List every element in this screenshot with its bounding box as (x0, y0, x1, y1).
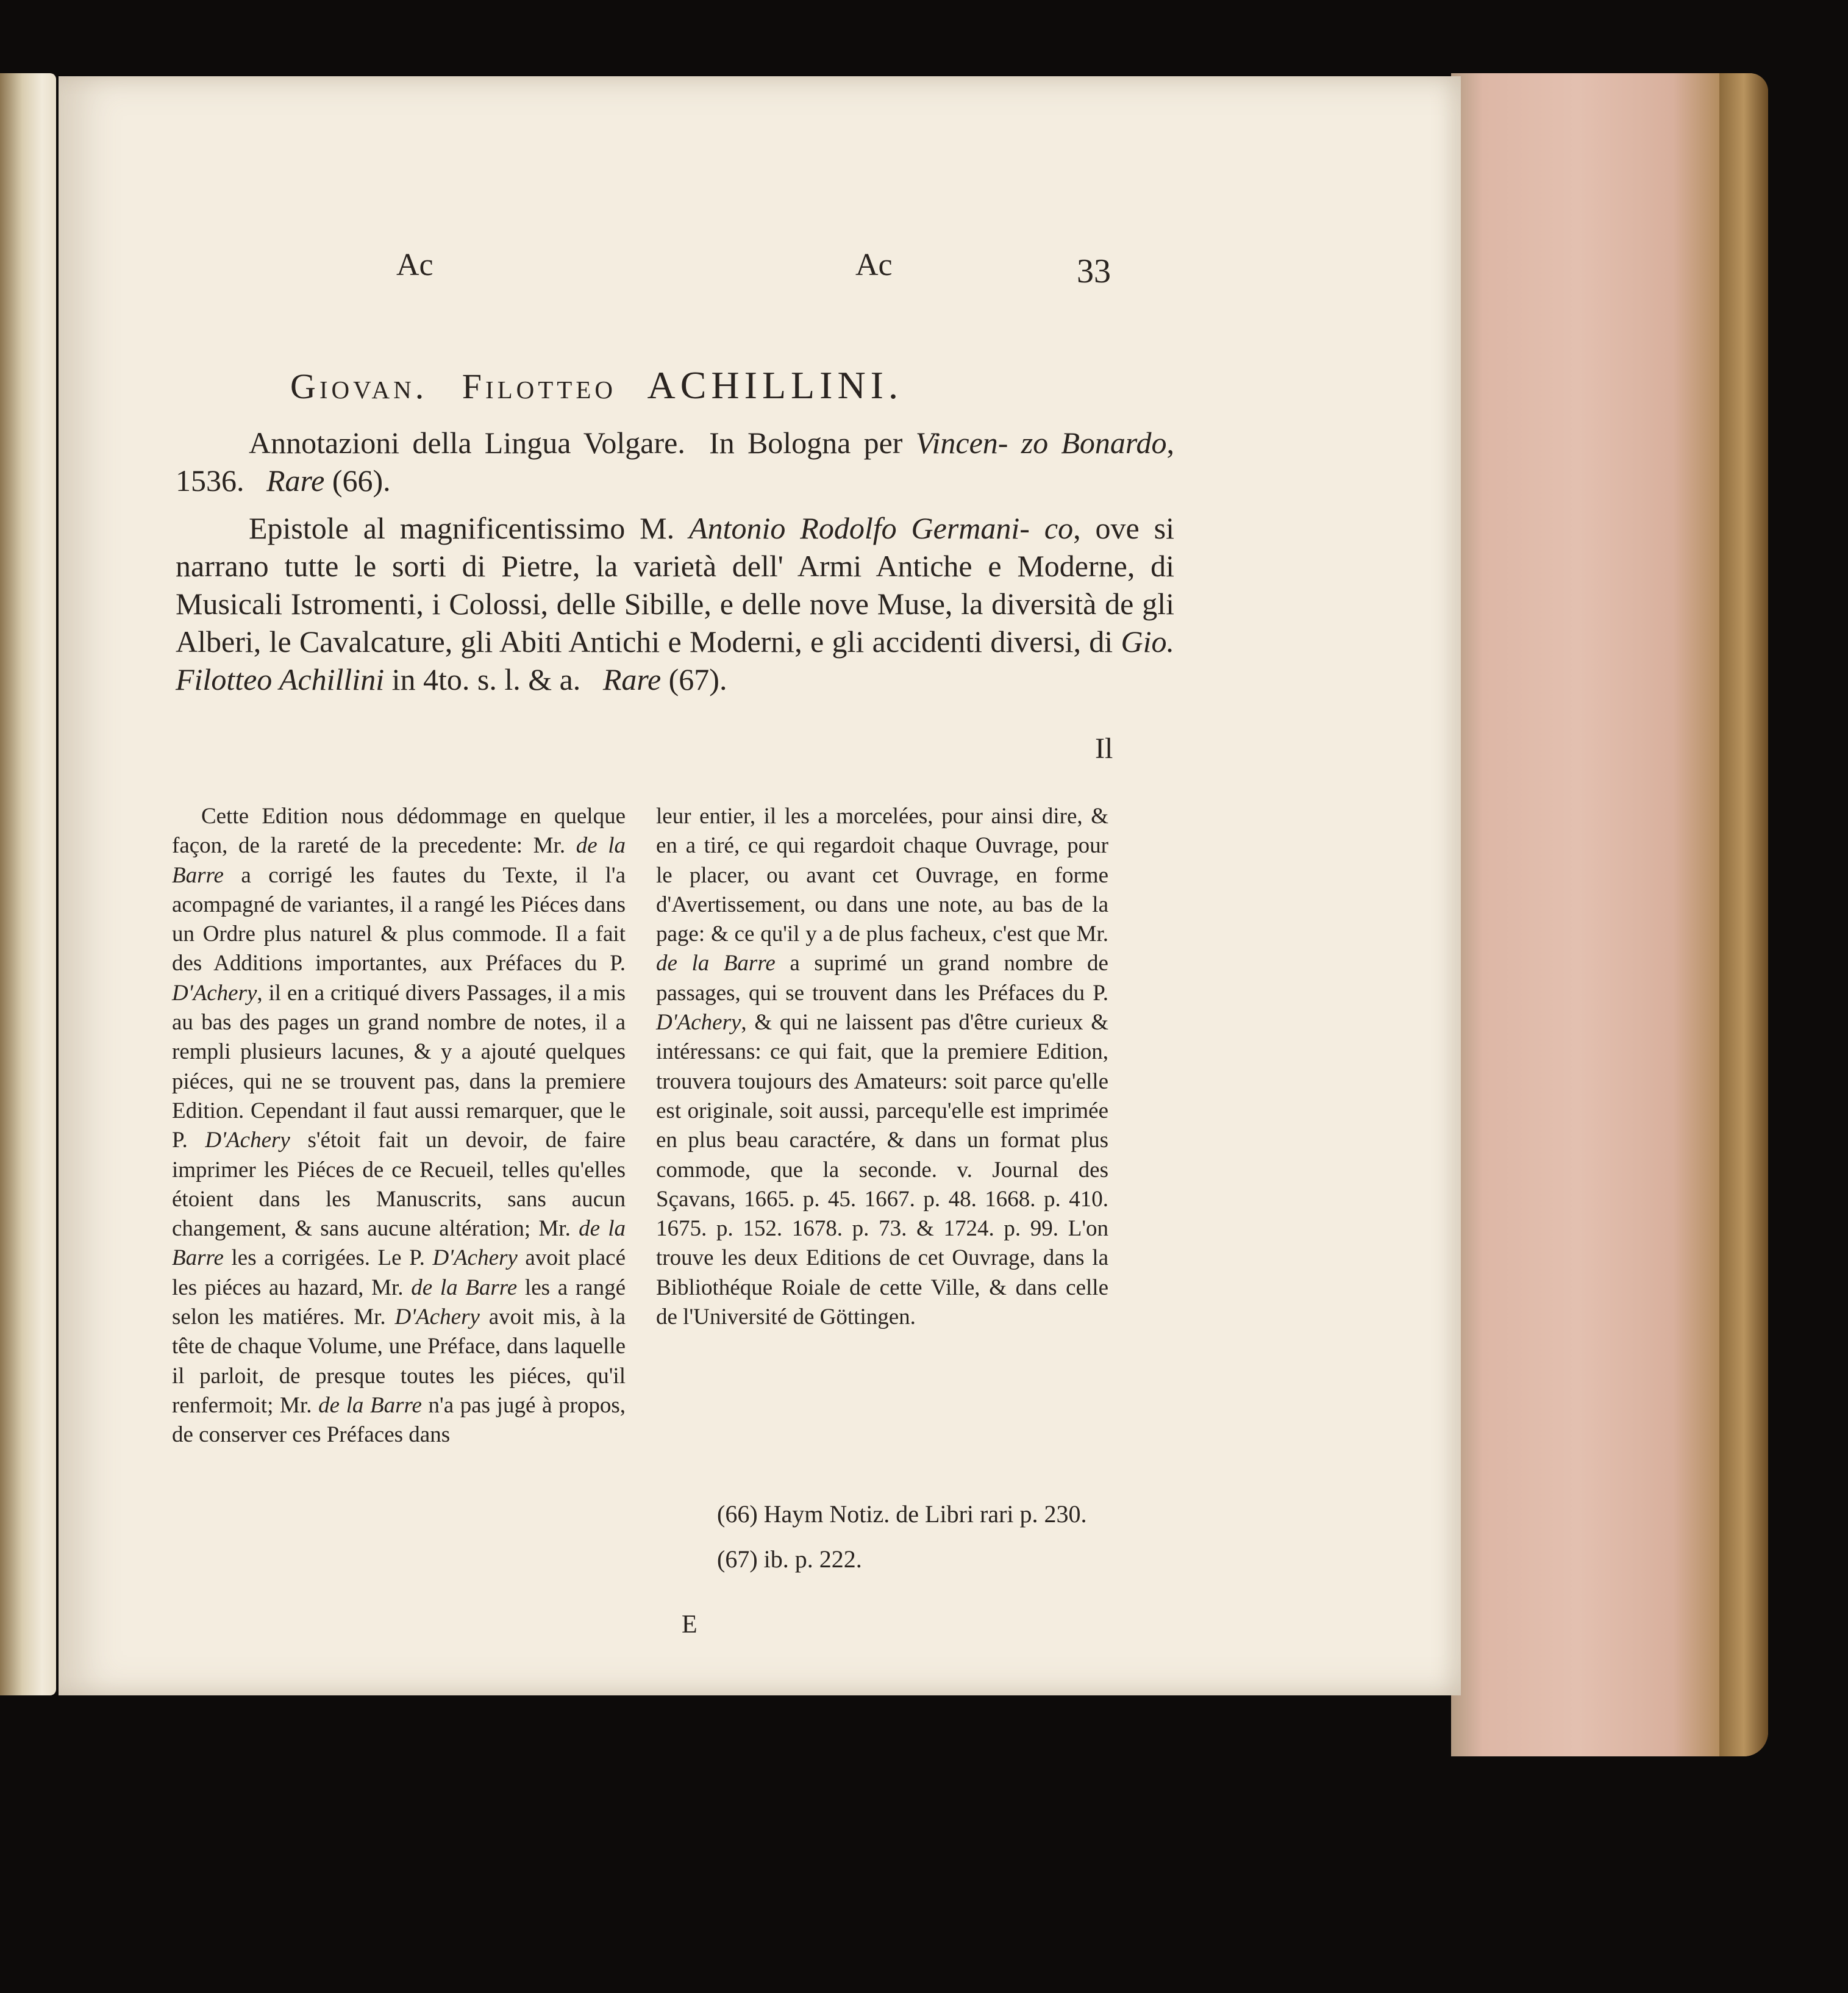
footnote-66: (66) Haym Notiz. de Libri rari p. 230. (717, 1500, 1087, 1528)
commentary-text: a corrigé les fautes du Texte, il l'a acompagné de variantes, il a rangé les Piéces dans un Ordre plus naturel & plus commode. Il a fait des Additions importantes, aux Préfaces du P. (172, 862, 626, 976)
commentary-text: avoit placé les piéces au hazard, Mr. (172, 1245, 626, 1300)
entry1-note-ref: (66). (324, 463, 391, 498)
commentary-name: de la Barre (318, 1392, 422, 1418)
commentary-text: a suprimé un grand nombre de passages, qui se trouvent dans les Préfaces du P. (656, 951, 1108, 1006)
commentary-name: de la Barre (172, 1216, 626, 1271)
entry2-rarity: Rare (602, 662, 662, 696)
signature-mark: E (682, 1611, 697, 1639)
right-column-commentary (656, 802, 1108, 1332)
entry1-place: In Bologna per (709, 426, 903, 460)
commentary-name: de la Barre (411, 1275, 518, 1300)
commentary-text: Cette Edition nous dédommage en quelque façon, de la rareté de la precedente: Mr. (172, 804, 626, 859)
commentary-text: leur entier, il les a morcelées, pour ainsi dire, & en a tiré, ce qui regardoit chaque Ouvrage, pour le placer, ou avant cet Ouvrage, en forme d'Avertissement, ou dans une note, au bas de la page: & ce qu'il y a de plus facheux, c'est que Mr. (656, 804, 1108, 947)
page-block-edge (1451, 73, 1768, 1756)
commentary-name: D'Achery (205, 1128, 290, 1153)
commentary-name: D'Achery (172, 980, 257, 1006)
commentary-text: avoit mis, à la tête de chaque Volume, une Préface, dans laquelle il parloit, de presque toutes les piéces, qu'il renfermoit; Mr. (172, 1304, 626, 1418)
entry2-lead: Epistole al magnificentissimo M. (249, 511, 675, 545)
commentary-text: , & qui ne laissent pas d'être curieux & intéressans: ce qui fait, que la premiere Edition, trouvera toujours des Amateurs: soit parce qu'elle est originale, soit aussi, parcequ'elle est imprimée en plus beau caractére, & dans un format plus commode, que la seconde. v. Journal des Sçavans, 1665. p. 45. 1667. p. 48. 1668. p. 410. 1675. p. 152. 1678. p. 73. & 1724. p. 99. L'on trouve les deux Editions de cet Ouvrage, dans la Bibliothéque Roiale de cette Ville, & dans celle de l'Université de Göttingen. (656, 1010, 1108, 1330)
commentary-text: s'étoit fait un devoir, de faire imprimer les Piéces de ce Recueil, telles qu'elles étoient dans les Manuscrits, sans aucun changement, & sans aucune altération; Mr. (172, 1128, 626, 1242)
commentary-name: D'Achery (394, 1304, 480, 1330)
commentary-name: D'Achery (432, 1245, 518, 1271)
entry2-recipient-a: Antonio Rodolfo Germani- (689, 511, 1030, 545)
commentary-text: les a corrigées. Le P. (223, 1245, 425, 1271)
book-cover-edge (1719, 73, 1768, 1756)
commentary-text: n'a pas jugé à propos, de conserver ces Préfaces dans (172, 1392, 626, 1448)
footnote-67: (67) ib. p. 222. (717, 1545, 862, 1573)
commentary-name: de la Barre (172, 833, 626, 888)
entry1-printer-a: Vincen- (915, 426, 1008, 460)
commentary-text: les a rangé selon les matiéres. Mr. (172, 1275, 626, 1330)
entry-epistole (176, 509, 1174, 698)
entry1-title: Annotazioni della Lingua Volgare. (249, 426, 685, 460)
heading-surname: ACHILLINI. (647, 363, 903, 407)
book-page (59, 76, 1461, 1695)
entry2-body: , ove si narrano tutte le sorti di Pietre, la varietà dell' Armi Antiche e Moderne, di Musicali Istromenti, i Colossi, delle Sibille, e delle nove Muse, la diversità de gli Alberi, le Cavalcature, gli Abiti Antichi e Moderni, e gli accidenti diversi, di (176, 511, 1175, 659)
entry1-printer-b: zo Bonardo (1021, 426, 1167, 460)
entry1-rarity: Rare (266, 463, 325, 498)
entry-heading (290, 363, 1168, 408)
facing-page-edge (0, 73, 56, 1695)
heading-first-name: Giovan. (290, 367, 428, 406)
commentary-name: D'Achery (656, 1010, 741, 1036)
footnotes (656, 1497, 1108, 1576)
entry2-format: in 4to. s. l. & a. (384, 662, 581, 696)
left-column-commentary (172, 802, 626, 1450)
commentary-name: de la Barre (656, 951, 776, 976)
entry-annotazioni (176, 424, 1174, 499)
entry2-note-ref: (67). (661, 662, 727, 696)
entry2-recipient-b: co (1044, 511, 1074, 545)
entry1-year: , 1536. (176, 426, 1175, 498)
entry2-author: Gio. Filotteo Achillini (176, 624, 1175, 696)
running-head-center: Ac (855, 248, 893, 282)
commentary-text: , il en a critiqué divers Passages, il a mis au bas des pages un grand nombre de notes, il a rempli plusieurs lacunes, & y a ajouté quelques piéces, qui ne se trouvent pas, dans la premiere Edition. Cependant il faut aussi remarquer, que le P. (172, 980, 626, 1153)
running-head-left: Ac (396, 248, 433, 282)
page-number: 33 (1077, 252, 1111, 290)
heading-second-name: Filotteo (462, 367, 617, 406)
catchword: Il (1095, 732, 1113, 765)
